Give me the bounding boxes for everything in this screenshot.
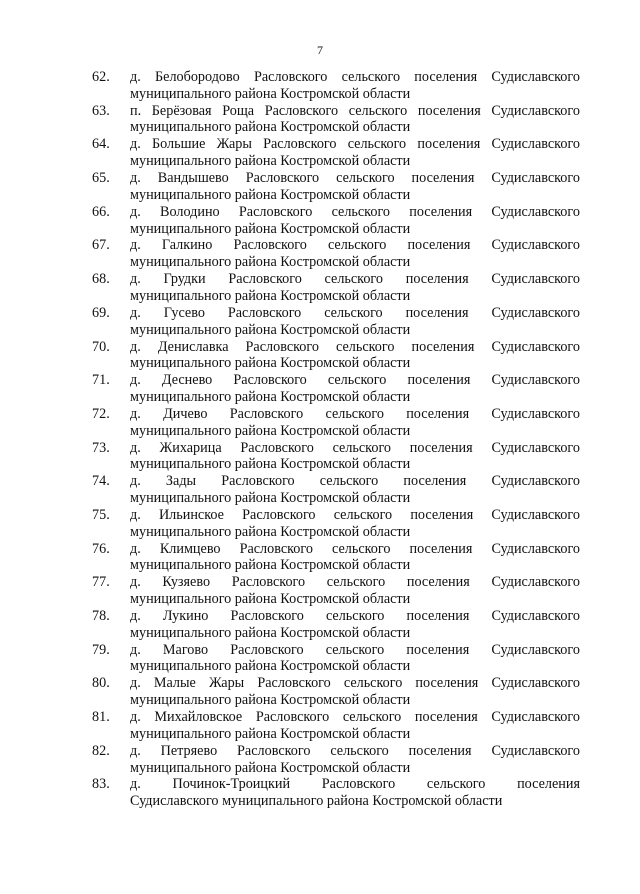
item-word: Жихарица (159, 439, 222, 456)
item-word: д. (130, 136, 141, 153)
item-word: Большие (151, 136, 206, 153)
item-number: 83. (92, 776, 110, 793)
item-word: Судиславского (491, 608, 580, 624)
item-word: поселения (417, 102, 481, 119)
item-word: д. (130, 506, 141, 523)
item-number: 69. (92, 304, 110, 321)
item-word: Расловского (257, 675, 331, 692)
list-item (0, 69, 640, 103)
item-text-line-2: муниципального района Костромской области (130, 119, 411, 136)
item-word: поселения (410, 506, 474, 523)
item-word: Расловского (231, 574, 306, 591)
item-word: поселения (409, 439, 473, 456)
item-text-line-2: муниципального района Костромской области (130, 321, 411, 338)
item-word: Расловского (264, 102, 339, 119)
item-word: Судиславского (491, 405, 580, 422)
item-number: 76. (92, 540, 110, 557)
item-text-line-2: муниципального района Костромской области (130, 591, 411, 608)
item-word: сельского (332, 540, 391, 557)
item-text-line-2: муниципального района Костромской области (130, 692, 411, 709)
item-word: сельского (331, 203, 391, 220)
item-word: Михайловское (154, 709, 243, 726)
item-text-line-2: муниципального района Костромской области (130, 287, 411, 304)
item-word: Судиславского (491, 675, 580, 692)
item-word: Ильинское (158, 506, 224, 523)
item-word: Расловского (227, 304, 302, 321)
item-text-line-1 (130, 136, 580, 153)
item-text-line-2: муниципального района Костромской области (130, 523, 411, 540)
item-word: поселения (406, 608, 470, 624)
item-text-line-2: муниципального района Костромской области (130, 490, 411, 507)
item-text-line-2: муниципального района Костромской области (130, 624, 411, 641)
item-word: Расловского (233, 372, 307, 389)
item-word: поселения (411, 170, 475, 187)
item-text-line-2: муниципального района Костромской области (130, 422, 411, 439)
item-word: Дениславка (157, 338, 229, 355)
item-word: Вандышево (157, 170, 229, 187)
item-word: сельского (324, 271, 383, 288)
item-word: поселения (407, 372, 471, 389)
item-word: Судиславского (491, 506, 580, 523)
item-word: д. (130, 203, 141, 220)
item-word: д. (130, 271, 141, 288)
item-word: Грудки (163, 271, 206, 288)
item-word: сельского (327, 237, 387, 254)
item-text-line-1 (130, 709, 580, 726)
item-word: Расловского (228, 271, 302, 288)
item-text-line-1 (130, 305, 580, 322)
item-word: Судиславского (491, 69, 580, 85)
item-word: сельского (325, 405, 384, 422)
item-word: поселения (406, 641, 470, 658)
item-number: 80. (92, 675, 110, 692)
item-number: 71. (92, 372, 110, 389)
item-word: д. (130, 338, 141, 355)
item-word: Расловского (229, 405, 304, 422)
item-text-line-2: муниципального района Костромской области (130, 153, 411, 170)
item-word: сельского (324, 304, 383, 321)
item-text-line-1 (130, 103, 580, 120)
item-word: Расловского (230, 608, 304, 624)
item-number: 68. (92, 271, 110, 288)
item-word: Магово (162, 641, 209, 658)
item-text-line-1 (130, 743, 580, 760)
item-word: Жары (216, 136, 252, 153)
list-item (0, 339, 640, 373)
item-number: 73. (92, 439, 110, 456)
item-text-line-2: муниципального района Костромской области (130, 557, 411, 574)
item-word: Лукино (162, 608, 209, 624)
item-text-line-1 (130, 675, 580, 692)
item-word: Судиславского (491, 540, 580, 557)
item-word: Расловского (253, 69, 328, 85)
item-number: 64. (92, 136, 110, 153)
list-item (0, 709, 640, 743)
settlement-list (0, 69, 640, 810)
item-word: Расловского (239, 540, 313, 557)
item-word: сельского (341, 69, 401, 85)
item-word: Берёзовая (151, 102, 212, 119)
item-text-line-1 (130, 541, 580, 558)
list-item (0, 541, 640, 575)
item-word: Расловского (263, 136, 337, 153)
item-word: Судиславского (491, 709, 580, 726)
item-word: Расловского (255, 709, 330, 726)
item-word: сельского (342, 709, 402, 726)
item-word: поселения (409, 540, 473, 557)
item-word: Зады (165, 473, 197, 490)
item-word: д. (130, 742, 141, 759)
item-text-line-2: муниципального района Костромской области (130, 85, 411, 102)
item-word: поселения (414, 709, 478, 726)
item-text-line-2: муниципального района Костромской области (130, 355, 411, 372)
item-word: поселения (407, 237, 471, 254)
item-text-line-1 (130, 507, 580, 524)
item-word: Расловского (321, 776, 396, 793)
item-word: Судиславского (491, 203, 580, 220)
list-item (0, 305, 640, 339)
item-word: Расловского (238, 203, 313, 220)
item-word: д. (130, 709, 141, 726)
item-word: Расловского (221, 473, 295, 490)
item-word: Деснево (161, 372, 213, 389)
item-number: 65. (92, 170, 110, 187)
item-text-line-2: муниципального района Костромской области (130, 186, 411, 203)
item-word: Расловского (245, 338, 319, 355)
list-item (0, 675, 640, 709)
item-word: п. (130, 102, 142, 119)
list-item (0, 170, 640, 204)
item-word: Жары (208, 675, 245, 692)
list-item (0, 136, 640, 170)
item-word: сельского (336, 170, 395, 187)
item-number: 67. (92, 237, 110, 254)
item-word: Судиславского (491, 304, 580, 321)
item-word: д. (130, 69, 141, 85)
item-word: Роща (222, 102, 255, 119)
item-word: поселения (406, 405, 470, 422)
item-number: 70. (92, 338, 110, 355)
item-number: 79. (92, 641, 110, 658)
item-number: 78. (92, 608, 110, 624)
item-number: 72. (92, 405, 110, 422)
item-text-line-1 (130, 406, 580, 423)
item-text-line-1 (130, 608, 580, 625)
item-word: Судиславского (491, 136, 580, 153)
list-item (0, 406, 640, 440)
item-word: Расловского (237, 742, 311, 759)
item-word: д. (130, 641, 141, 658)
list-item (0, 372, 640, 406)
item-word: д. (130, 439, 141, 456)
item-word: поселения (405, 271, 469, 288)
item-word: Климцево (159, 540, 221, 557)
item-word: д. (130, 540, 141, 557)
item-word: Судиславского (491, 473, 580, 490)
item-word: сельского (336, 338, 395, 355)
item-word: поселения (406, 574, 470, 591)
item-word: Расловского (245, 170, 320, 187)
item-word: поселения (403, 473, 467, 490)
item-word: Судиславского (491, 574, 580, 591)
item-word: Судиславского (491, 372, 580, 389)
item-word: Галкино (161, 237, 213, 254)
item-word: д. (130, 237, 141, 254)
list-item (0, 440, 640, 474)
item-text-line-2: муниципального района Костромской области (130, 254, 411, 271)
item-word: Судиславского (491, 271, 580, 288)
item-text-line-1 (130, 642, 580, 659)
item-word: д. (130, 405, 141, 422)
list-item (0, 743, 640, 777)
item-word: поселения (414, 69, 478, 85)
item-text-line-2: муниципального района Костромской области (130, 759, 411, 776)
list-item (0, 574, 640, 608)
item-word: поселения (517, 776, 580, 793)
item-word: сельского (333, 506, 393, 523)
item-word: сельского (330, 742, 389, 759)
item-word: поселения (408, 742, 472, 759)
list-item (0, 776, 640, 810)
item-word: Кузяево (162, 574, 211, 591)
item-text-line-1 (130, 69, 580, 86)
item-word: сельского (426, 776, 486, 793)
item-word: Судиславского (491, 641, 580, 658)
item-word: сельского (325, 608, 385, 624)
item-text-line-2: муниципального района Костромской области (130, 658, 411, 675)
item-word: сельского (347, 136, 407, 153)
page-number: 7 (317, 43, 323, 57)
item-number: 62. (92, 69, 110, 85)
item-word: Гусево (163, 304, 205, 321)
item-word: Расловского (242, 506, 316, 523)
item-word: Малые (153, 675, 196, 692)
item-number: 75. (92, 506, 110, 523)
item-text-line-2: муниципального района Костромской области (130, 220, 411, 237)
item-word: Петряево (160, 742, 218, 759)
item-word: Расловского (230, 641, 304, 658)
item-word: сельского (348, 102, 408, 119)
item-word: Володино (160, 203, 220, 220)
item-word: поселения (411, 338, 475, 355)
item-word: Судиславского (491, 742, 580, 759)
item-word: д. (130, 675, 141, 692)
item-text-line-1 (130, 271, 580, 288)
item-word: поселения (417, 136, 481, 153)
list-item (0, 642, 640, 676)
item-number: 77. (92, 574, 110, 591)
item-word: Расловского (240, 439, 314, 456)
list-item (0, 507, 640, 541)
item-word: Починок-Троицкий (172, 776, 291, 793)
item-text-line-1 (130, 170, 580, 187)
item-word: Белобородово (155, 69, 240, 85)
list-item (0, 271, 640, 305)
item-word: д. (130, 473, 141, 490)
item-word: д. (130, 372, 141, 389)
list-item (0, 473, 640, 507)
item-word: д. (130, 608, 141, 624)
list-item (0, 204, 640, 238)
item-word: Судиславского (491, 439, 580, 456)
list-item (0, 237, 640, 271)
item-text-line-2: муниципального района Костромской области (130, 456, 411, 473)
item-text-line-2: муниципального района Костромской области (130, 388, 411, 405)
item-word: Судиславского (491, 102, 580, 119)
item-word: сельского (332, 439, 392, 456)
item-word: поселения (405, 304, 469, 321)
item-word: Судиславского (491, 237, 580, 254)
item-word: Расловского (233, 237, 307, 254)
item-word: д. (130, 170, 141, 187)
item-text-line-1 (130, 574, 580, 591)
item-word: сельского (326, 574, 386, 591)
item-word: поселения (415, 675, 479, 692)
item-word: Судиславского (491, 338, 580, 355)
list-item (0, 608, 640, 642)
item-text-line-1 (130, 237, 580, 254)
item-word: сельского (343, 675, 403, 692)
item-word: сельского (319, 473, 379, 490)
item-word: сельского (327, 372, 387, 389)
item-word: поселения (409, 203, 473, 220)
item-word: д. (130, 776, 141, 793)
item-word: д. (130, 304, 141, 321)
item-word: д. (130, 574, 141, 591)
item-text-line-1 (130, 473, 580, 490)
item-text-line-2: муниципального района Костромской области (130, 725, 411, 742)
list-item (0, 103, 640, 137)
item-number: 74. (92, 473, 110, 490)
item-text-line-1 (130, 776, 580, 793)
item-word: сельского (325, 641, 385, 658)
item-number: 66. (92, 203, 110, 220)
item-word: Судиславского (491, 170, 580, 187)
item-number: 81. (92, 709, 110, 726)
item-text-line-2: Судиславского муниципального района Костромской области (130, 793, 503, 810)
item-word: Дичево (163, 405, 208, 422)
item-number: 63. (92, 102, 110, 119)
item-text-line-1 (130, 372, 580, 389)
item-number: 82. (92, 742, 110, 759)
item-text-line-1 (130, 440, 580, 457)
item-text-line-1 (130, 339, 580, 356)
item-text-line-1 (130, 204, 580, 221)
